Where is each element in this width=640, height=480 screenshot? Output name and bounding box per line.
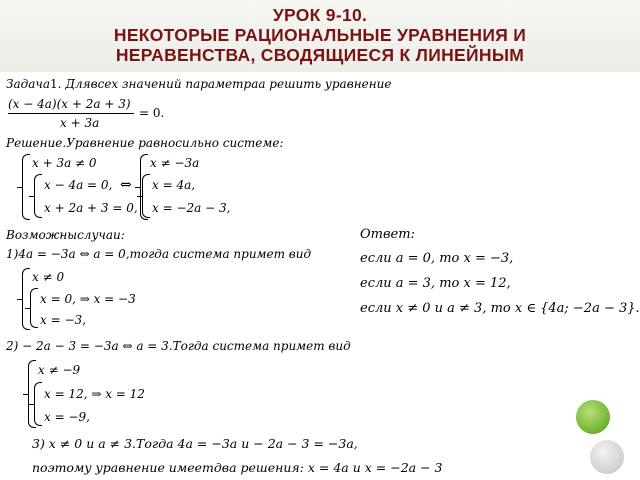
system-right-row-2: x = 4a, — [152, 178, 196, 192]
fraction-bar — [8, 113, 134, 114]
case2-row-3: x = −9, — [44, 410, 90, 424]
case-3: 3) x ≠ 0 и a ≠ 3.Тогда 4a = −3a и − 2a − 3 = −3a, — [32, 436, 358, 451]
case1-row-3: x = −3, — [40, 313, 86, 327]
case2-row-1: x ≠ −9 — [38, 363, 81, 377]
gray-circle-decoration — [590, 440, 624, 474]
answer-label: Ответ: — [360, 227, 415, 242]
system-left-row-2: x − 4a = 0, — [44, 178, 113, 192]
system-right-row-3: x = −2a − 3, — [152, 201, 231, 215]
case2-row-2: x = 12, ⇒ x = 12 — [44, 387, 145, 401]
case-2: 2) − 2a − 3 = −3a ⇔ a = 3.Тогда система примет вид — [6, 339, 351, 353]
equation-denominator: x + 3a — [60, 116, 100, 130]
system-brace-inner — [34, 174, 42, 218]
system-brace-left — [22, 154, 30, 220]
task-statement — [6, 77, 391, 91]
task-number: 1. — [50, 77, 66, 91]
page-subtitle-line-2: НЕРАВЕНСТВА, СВОДЯЩИЕСЯ К ЛИНЕЙНЫМ — [115, 45, 525, 65]
equation-rhs: = 0. — [139, 106, 165, 120]
case-3-continued: поэтому уравнение имеетдва решения: x = 4a и x = −2a − 3 — [32, 460, 443, 475]
case2-brace-inner — [34, 382, 42, 426]
answer-line-2: если a = 3, то x = 12, — [360, 276, 511, 291]
case1-brace-inner — [30, 288, 38, 328]
system-left-row-3: x + 2a + 3 = 0, — [44, 201, 138, 215]
case1-row-2: x = 0, ⇒ x = −3 — [40, 292, 136, 306]
cases-heading: Возможныслучаи: — [6, 228, 125, 242]
equation-numerator: (x − 4a)(x + 2a + 3) — [8, 97, 131, 111]
system-brace-right-inner — [142, 174, 150, 218]
task-text: Длявсех значений параметраа решить уравнение — [65, 77, 392, 91]
answer-line-1: если a = 0, то x = −3, — [360, 251, 514, 266]
green-circle-decoration — [576, 400, 610, 434]
task-equation — [8, 97, 168, 131]
task-label: Задача — [6, 77, 51, 91]
system-right-row-1: x ≠ −3a — [150, 156, 200, 170]
system-left-row-1: x + 3a ≠ 0 — [32, 156, 97, 170]
case1-row-1: x ≠ 0 — [32, 270, 65, 284]
answer-line-3: если x ≠ 0 и a ≠ 3, то x ∈ {4a; −2a − 3}. — [360, 301, 640, 316]
case-1: 1)4a = −3a ⇔ a = 0,тогда система примет вид — [6, 247, 312, 261]
case1-brace — [22, 268, 30, 330]
page-title: УРОК 9-10. — [272, 5, 368, 25]
equivalence-arrow: ⇔ — [120, 177, 132, 193]
solution-intro: Решение.Уравнение равносильно системе: — [6, 136, 284, 150]
page-subtitle-line-1: НЕКОТОРЫЕ РАЦИОНАЛЬНЫЕ УРАВНЕНИЯ И — [113, 25, 527, 45]
